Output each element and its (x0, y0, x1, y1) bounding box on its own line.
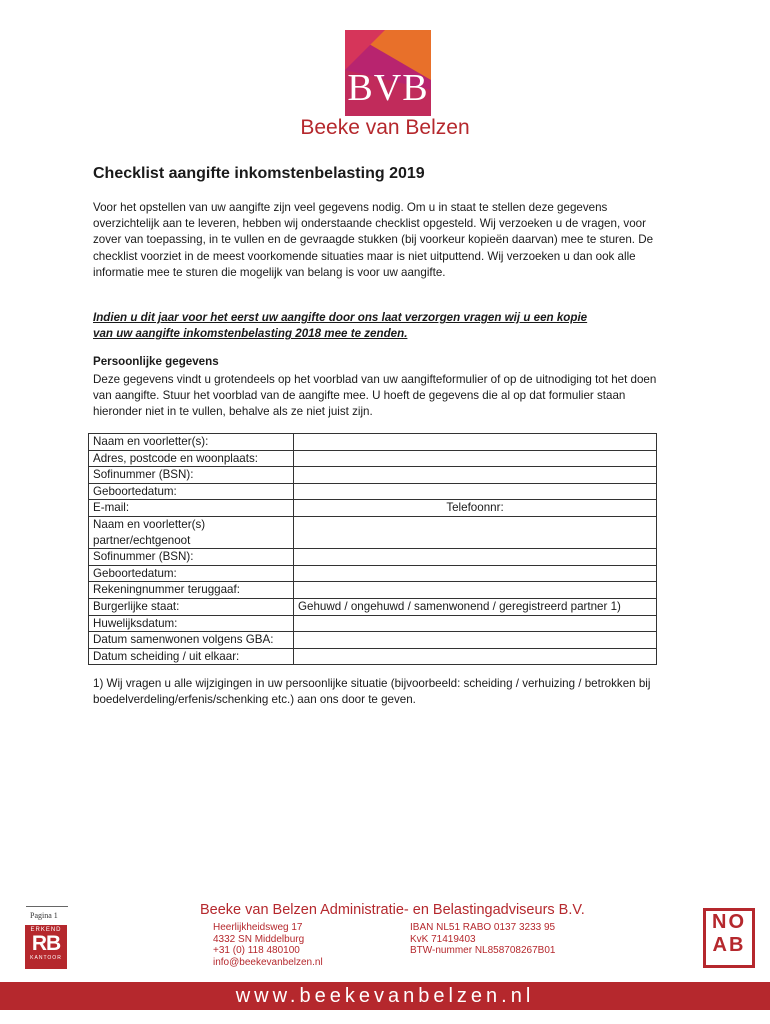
table-row (89, 516, 657, 548)
bank-iban: IBAN NL51 RABO 0137 3233 95 (410, 922, 556, 933)
row-label: Adres, postcode en woonplaats: (89, 450, 294, 467)
table-row (89, 632, 657, 649)
table-row (89, 598, 657, 615)
notice-line-2: van uw aangifte inkomstenbelasting 2018 mee te zenden. (93, 327, 408, 341)
rb-badge-top: ERKEND (30, 927, 62, 933)
table-row (89, 648, 657, 665)
rb-badge-main: RB (31, 932, 61, 955)
row-label: Sofinummer (BSN): (89, 467, 294, 484)
row-value-field[interactable] (294, 632, 657, 649)
personal-data-table (88, 433, 657, 665)
notice-line-1: Indien u dit jaar voor het eerst uw aangifte door ons laat verzorgen vragen wij u een kopie (93, 311, 588, 324)
logo-mark (345, 30, 431, 116)
row-value-field[interactable]: Gehuwd / ongehuwd / samenwonend / geregistreerd partner 1) (294, 598, 657, 615)
rb-badge-bottom: KANTOOR (30, 955, 62, 961)
bank-block (410, 922, 555, 957)
noab-line-2: AB (712, 934, 746, 956)
rb-badge (25, 925, 67, 969)
table-row (89, 549, 657, 566)
table-row (89, 450, 657, 467)
row-label: Sofinummer (BSN): (89, 549, 294, 566)
table-row (89, 582, 657, 599)
address-phone[interactable]: +31 (0) 118 480100 (213, 945, 300, 957)
brand-name: Beeke van Belzen (300, 116, 470, 139)
footnote: 1) Wij vragen u alle wijzigingen in uw persoonlijke situatie (bijvoorbeeld: scheiding / verhuizing / betrokken bij boedelverdeling/erfenis/schenking etc.) aan ons door te geven. (93, 677, 651, 707)
noab-line-1: NO (712, 911, 746, 933)
row-value-field[interactable] (294, 467, 657, 484)
row-value-field[interactable] (294, 565, 657, 582)
table-row (89, 434, 657, 451)
page-divider (26, 906, 68, 907)
company-name: Beeke van Belzen Administratie- en Belastingadviseurs B.V. (200, 902, 585, 918)
row-label: Naam en voorletter(s) partner/echtgenoot (89, 516, 294, 548)
address-city: 4332 SN Middelburg (213, 933, 305, 945)
bank-kvk: KvK 71419403 (410, 933, 476, 945)
row-label: Datum scheiding / uit elkaar: (89, 648, 294, 665)
document-title: Checklist aangifte inkomstenbelasting 2019 (93, 165, 425, 182)
row-value-field[interactable] (294, 434, 657, 451)
row-label: Burgerlijke staat: (89, 598, 294, 615)
table-row (89, 500, 657, 517)
table-row (89, 467, 657, 484)
row-label: Rekeningnummer teruggaaf: (89, 582, 294, 599)
row-value-field[interactable] (294, 615, 657, 632)
row-value-field[interactable] (294, 516, 657, 548)
address-block (213, 922, 323, 968)
row-label: Naam en voorletter(s): (89, 434, 294, 451)
intro-paragraph: Voor het opstellen van uw aangifte zijn veel gegevens nodig. Om u in staat te stellen deze gegevens overzichtelijk aan te leveren, hebben wij onderstaande checklist opgesteld. Wij verzoeken u de vragen, voor zover van toepassing, in te vullen en de gevraagde stukken (bij voorkeur kopieën daarvan) mee te sturen. De checklist voorziet in de meest voorkomende situaties maar is niet uitputtend. Wij verzoeken u dan ook alle informatie mee te sturen die mogelijk van belang is voor uw aangifte. (93, 201, 654, 279)
logo-letters: BVB (347, 67, 429, 109)
row-label: Huwelijksdatum: (89, 615, 294, 632)
row-value-field[interactable] (294, 582, 657, 599)
bank-btw: BTW-nummer NL858708267B01 (410, 945, 556, 957)
row-label: Datum samenwonen volgens GBA: (89, 632, 294, 649)
table-row (89, 565, 657, 582)
row-value-field[interactable] (294, 648, 657, 665)
section-heading-personal: Persoonlijke gegevens (93, 355, 219, 368)
row-value-field[interactable]: Telefoonnr: (294, 500, 657, 517)
section-text-personal: Deze gegevens vindt u grotendeels op het voorblad van uw aangifteformulier of op de uitnodiging tot het doen van aangifte. Stuur het voorblad van de aangifte mee. U hoeft de gegevens die al op dat formulier staan hieronder niet in te vullen, behalve als ze niet juist zijn. (93, 373, 657, 419)
row-value-field[interactable] (294, 450, 657, 467)
address-street: Heerlijkheidsweg 17 (213, 922, 303, 933)
table-row (89, 483, 657, 500)
row-value-field[interactable] (294, 549, 657, 566)
row-label: E-mail: (89, 500, 294, 517)
row-label: Geboortedatum: (89, 565, 294, 582)
table-row (89, 615, 657, 632)
address-email[interactable]: info@beekevanbelzen.nl (213, 956, 323, 968)
first-time-notice (93, 310, 663, 342)
noab-logo (703, 908, 755, 968)
row-label: Geboortedatum: (89, 483, 294, 500)
website-link[interactable]: www.beekevanbelzen.nl (0, 982, 770, 1010)
row-value-field[interactable] (294, 483, 657, 500)
page-label: Pagina 1 (30, 911, 58, 920)
